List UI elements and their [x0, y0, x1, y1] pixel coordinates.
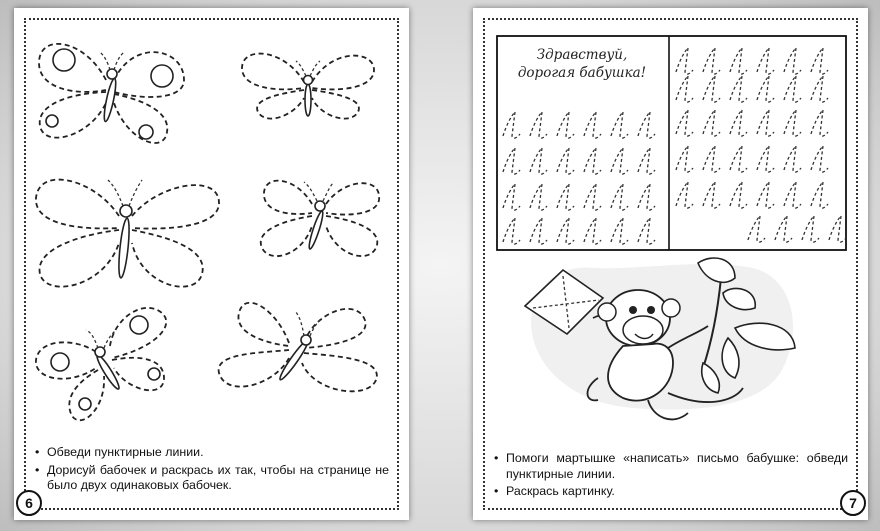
page-number-right: 7 [840, 490, 866, 516]
butterfly-3 [36, 180, 219, 287]
butterflies-illustration [14, 8, 409, 520]
right-instructions [493, 451, 848, 502]
instruction-item: • Дорисуй бабочек и раскрась их так, чтобы на странице не было двух одинаковых бабочек. [34, 463, 389, 494]
instruction-item: • Помоги мартышке «написать» письмо бабушке: обведи пунктирные линии. [493, 451, 848, 482]
instruction-item: • Раскрась картинку. [493, 484, 848, 500]
butterfly-1 [39, 44, 184, 143]
butterfly-6 [219, 303, 377, 392]
monkey-illustration [473, 8, 868, 520]
left-instructions [34, 445, 389, 496]
right-page [473, 8, 868, 520]
butterfly-4 [261, 181, 379, 256]
greeting-line1: Здравствуй, [536, 47, 628, 63]
butterfly-5 [36, 308, 166, 420]
instruction-item: • Обведи пунктирные линии. [34, 445, 389, 461]
page-number-left: 6 [16, 490, 42, 516]
left-page [14, 8, 409, 520]
butterfly-2 [242, 54, 374, 119]
greeting-line2: дорогая бабушка! [517, 65, 647, 81]
